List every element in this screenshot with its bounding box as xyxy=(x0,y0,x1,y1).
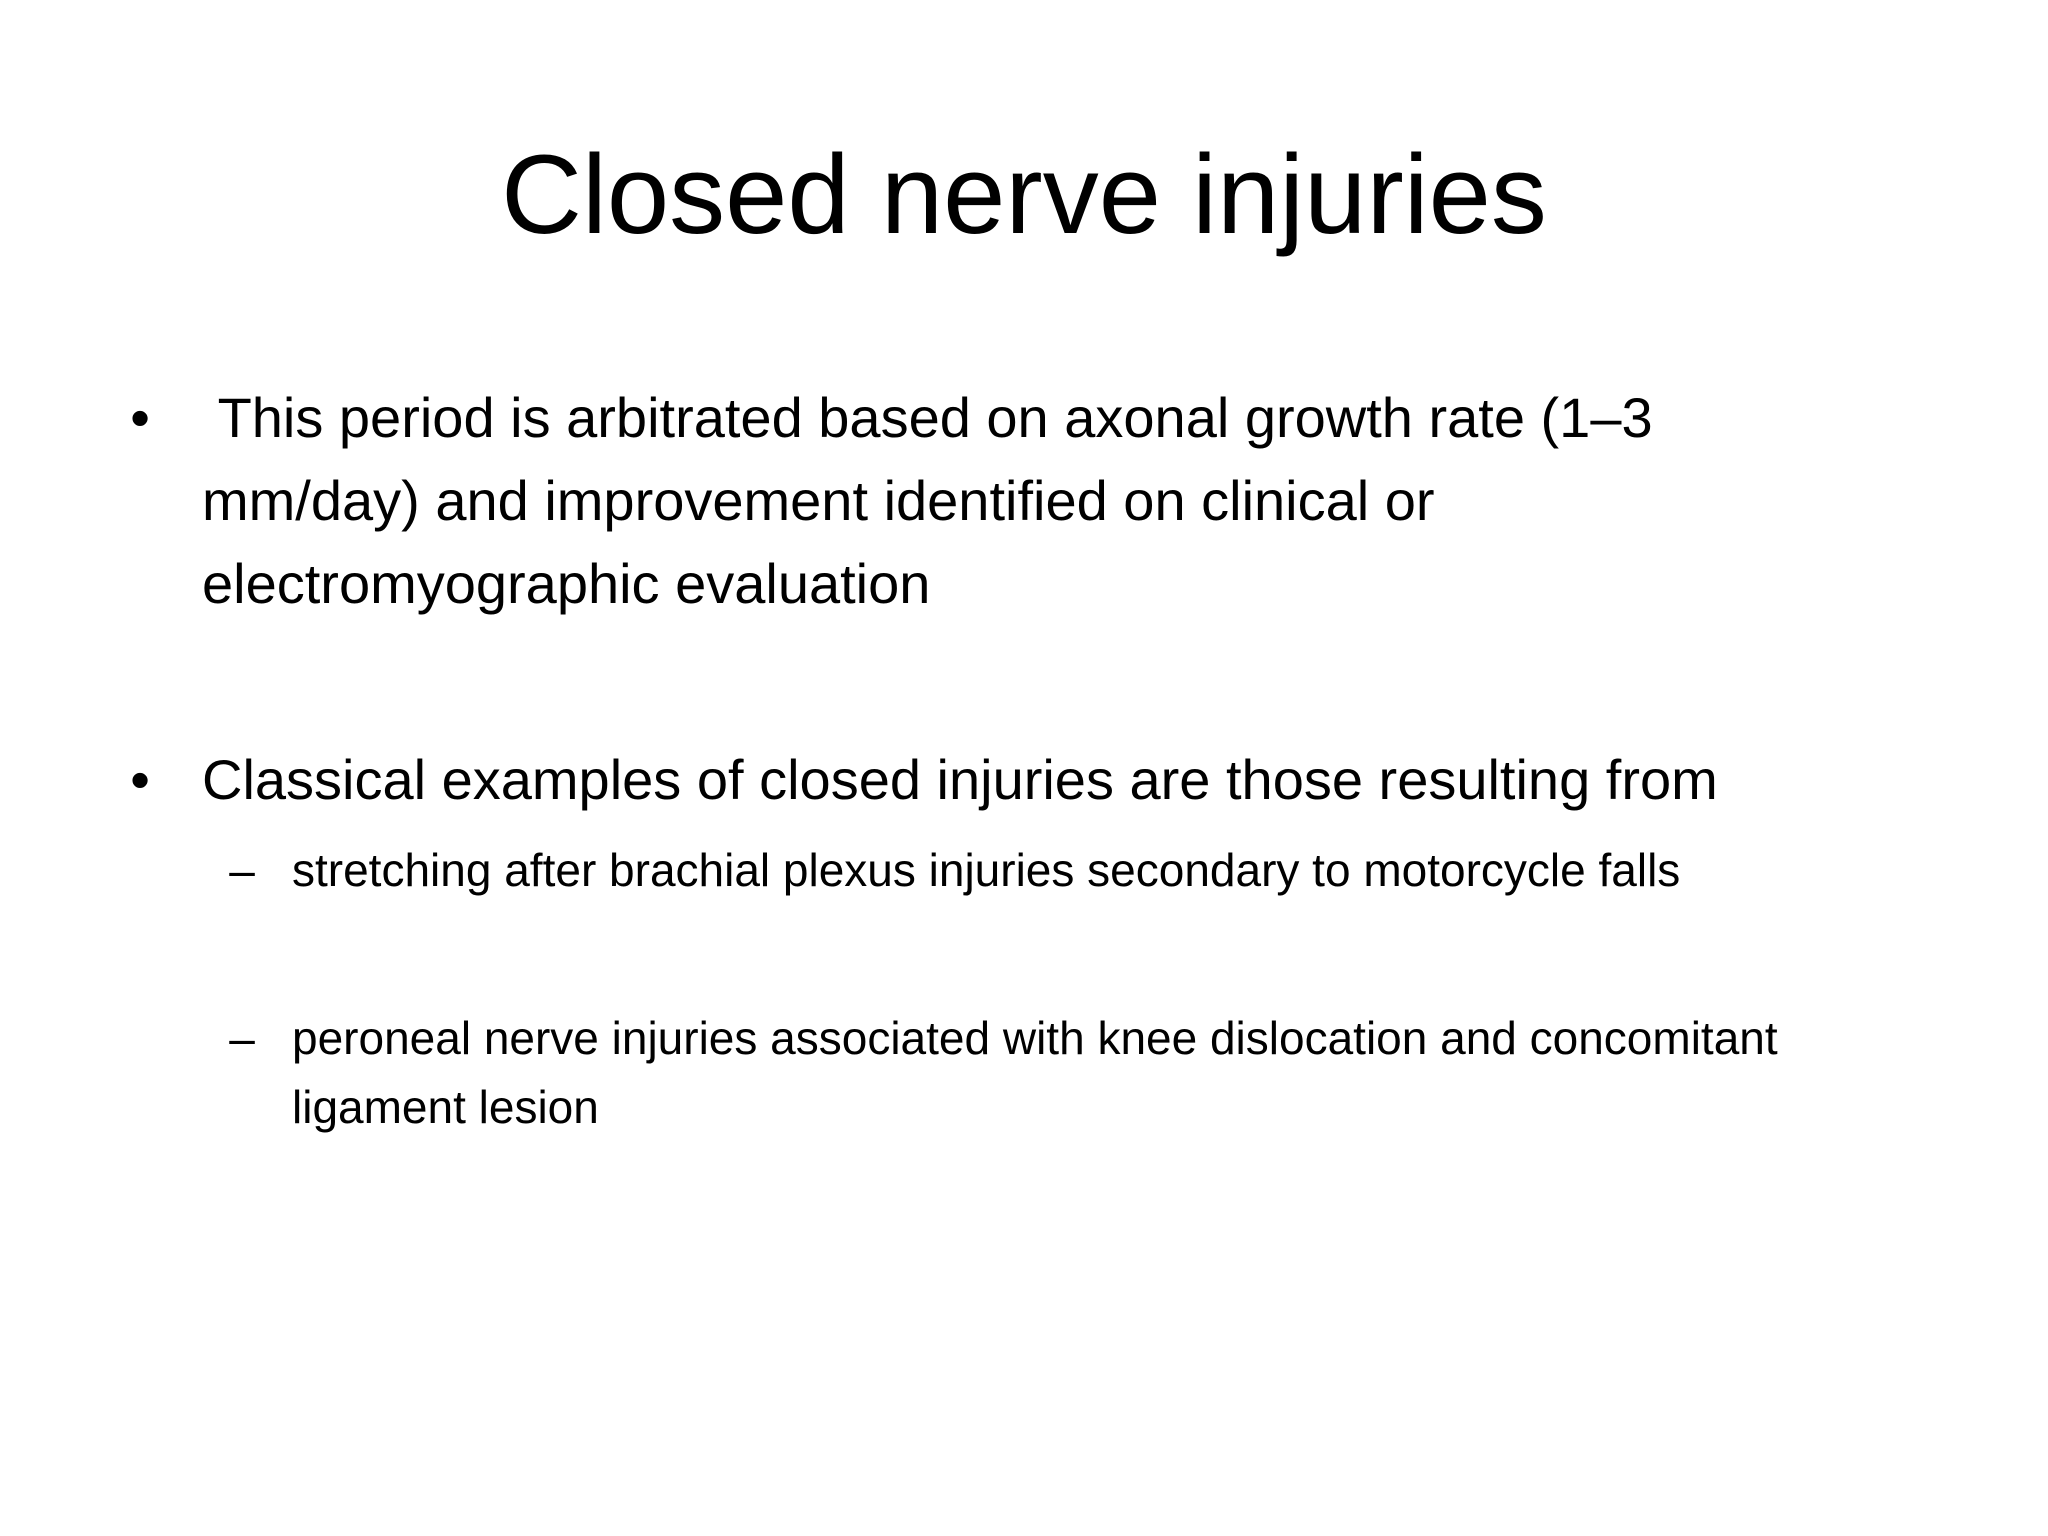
bullet-marker: • xyxy=(130,748,150,811)
sub-bullet-marker: – xyxy=(229,844,255,896)
bullet-marker: • xyxy=(130,386,150,449)
sub-bullet-text: stretching after brachial plexus injuries secondary to motorcycle falls xyxy=(292,844,1681,896)
slide-title: Closed nerve injuries xyxy=(501,132,1547,257)
bullet-text: This period is arbitrated based on axonal growth rate (1–3 mm/day) and improvement identified on clinical or electromyographic evaluation xyxy=(202,386,1669,615)
sub-bullet-text: peroneal nerve injuries associated with knee dislocation and concomitant ligament lesion xyxy=(292,1012,1778,1133)
bullet-item xyxy=(120,376,1910,625)
bullet-text: Classical examples of closed injuries are those resulting from xyxy=(202,748,1718,811)
sub-bullet-marker: – xyxy=(229,1012,255,1064)
bullet-item xyxy=(120,738,1910,821)
sub-bullet-item xyxy=(222,1004,1922,1142)
sub-bullet-item xyxy=(222,836,1922,905)
